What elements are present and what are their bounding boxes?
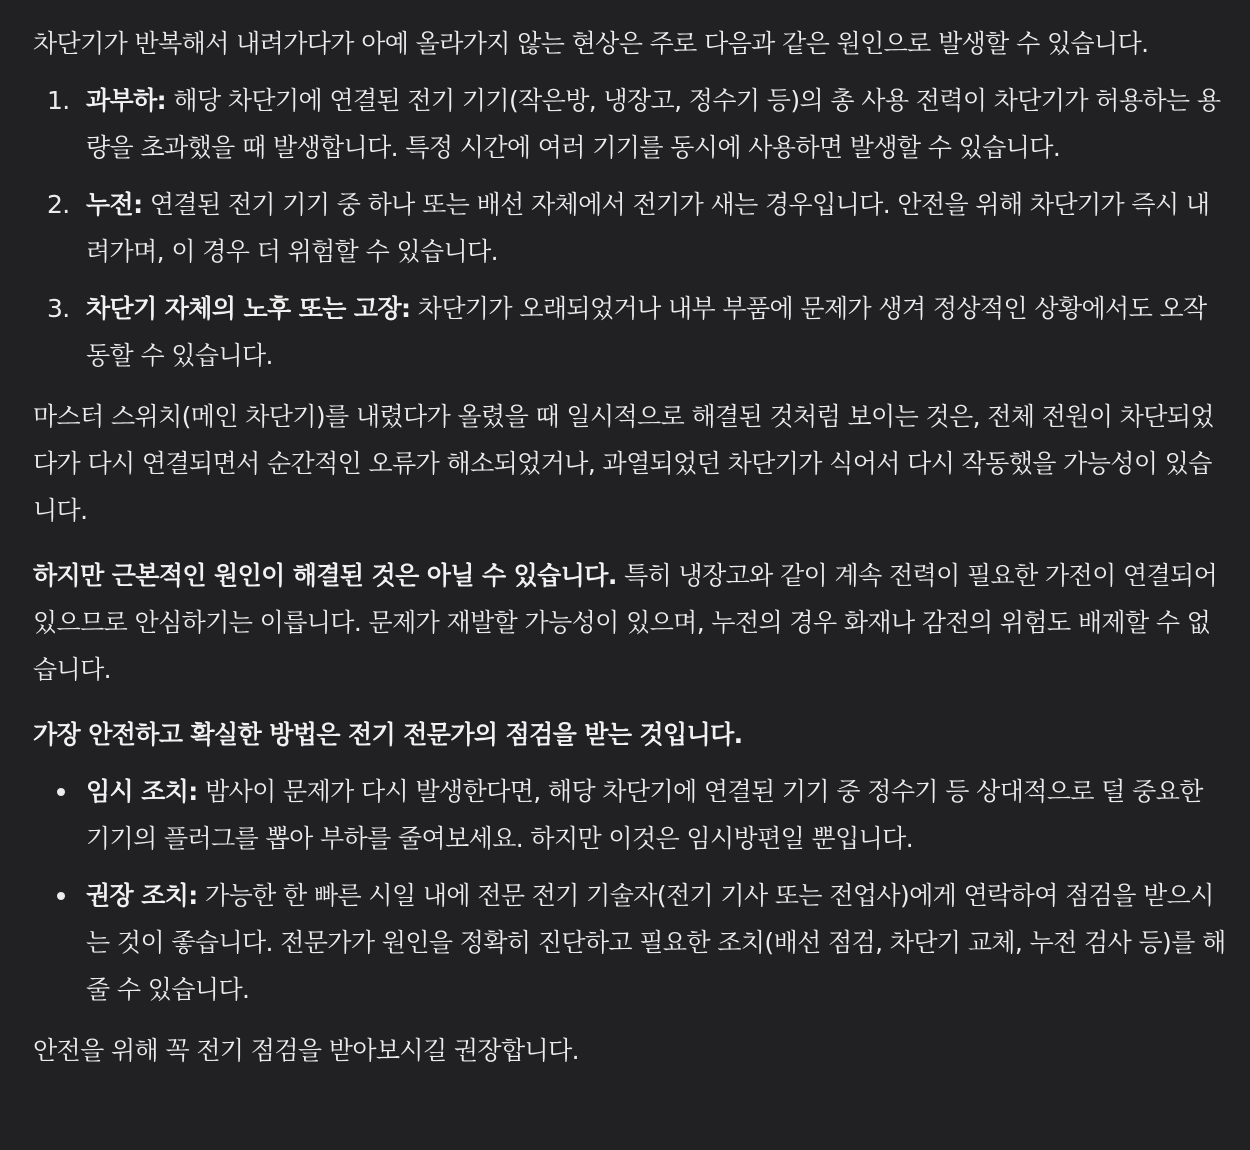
intro-paragraph: 차단기가 반복해서 내려가다가 아예 올라가지 않는 현상은 주로 다음과 같은 원인으로 발생할 수 있습니다.	[33, 29, 1149, 58]
action-title: 권장 조치:	[86, 881, 198, 910]
action-item-temporary	[33, 768, 1230, 862]
cause-title: 차단기 자체의 노후 또는 고장:	[86, 294, 411, 323]
list-number: 2.	[47, 190, 70, 219]
action-text: 가능한 한 빠른 시일 내에 전문 전기 기술자(전기 기사 또는 전업사)에게 연락하여 점검을 받으시는 것이 좋습니다. 전문가가 원인을 정확히 진단하고 필요한 조치(배선 점검, 차단기 교체, 누전 검사 등)를 해줄 수 있습니다.	[86, 881, 1226, 1004]
cause-item-breaker-fault	[33, 285, 1230, 379]
list-number: 1.	[47, 86, 70, 115]
causes-list	[33, 77, 1230, 379]
action-title: 임시 조치:	[86, 777, 198, 806]
cause-item-overload	[33, 77, 1230, 171]
cause-text: 연결된 전기 기기 중 하나 또는 배선 자체에서 전기가 새는 경우입니다. 안전을 위해 차단기가 즉시 내려가며, 이 경우 더 위험할 수 있습니다.	[86, 190, 1210, 266]
cause-title: 과부하:	[86, 86, 167, 115]
warning-paragraph	[33, 552, 1230, 693]
list-number: 3.	[47, 294, 70, 323]
bullet-dot	[57, 892, 65, 900]
cause-item-leakage	[33, 181, 1230, 275]
recommendation-heading	[33, 711, 1230, 758]
closing-paragraph: 안전을 위해 꼭 전기 점검을 받아보시길 권장합니다.	[33, 1036, 579, 1065]
cause-text: 해당 차단기에 연결된 전기 기기(작은방, 냉장고, 정수기 등)의 총 사용 전력이 차단기가 허용하는 용량을 초과했을 때 발생합니다. 특정 시간에 여러 기기를 동시에 사용하면 발생할 수 있습니다.	[86, 86, 1221, 162]
action-item-recommended	[33, 872, 1230, 1013]
bullet-dot	[57, 788, 65, 796]
warning-text: 특히 냉장고와 같이 계속 전력이 필요한 가전이 연결되어 있으므로 안심하기는 이릅니다. 문제가 재발할 가능성이 있으며, 누전의 경우 화재나 감전의 위험도 배제할 수 없습니다.	[33, 561, 1218, 684]
master-switch-paragraph: 마스터 스위치(메인 차단기)를 내렸다가 올렸을 때 일시적으로 해결된 것처럼 보이는 것은, 전체 전원이 차단되었다가 다시 연결되면서 순간적인 오류가 해소되었거나, 과열되었던 차단기가 식어서 다시 작동했을 가능성이 있습니다.	[33, 402, 1214, 525]
warning-bold: 하지만 근본적인 원인이 해결된 것은 아닐 수 있습니다.	[33, 561, 617, 590]
action-text: 밤사이 문제가 다시 발생한다면, 해당 차단기에 연결된 기기 중 정수기 등 상대적으로 덜 중요한 기기의 플러그를 뽑아 부하를 줄여보세요. 하지만 이것은 임시방편일 뿐입니다.	[86, 777, 1203, 853]
cause-title: 누전:	[86, 190, 143, 219]
recommendation-heading-text: 가장 안전하고 확실한 방법은 전기 전문가의 점검을 받는 것입니다.	[33, 720, 743, 749]
actions-list	[33, 768, 1230, 1013]
cause-text: 차단기가 오래되었거나 내부 부품에 문제가 생겨 정상적인 상황에서도 오작동할 수 있습니다.	[86, 294, 1207, 370]
